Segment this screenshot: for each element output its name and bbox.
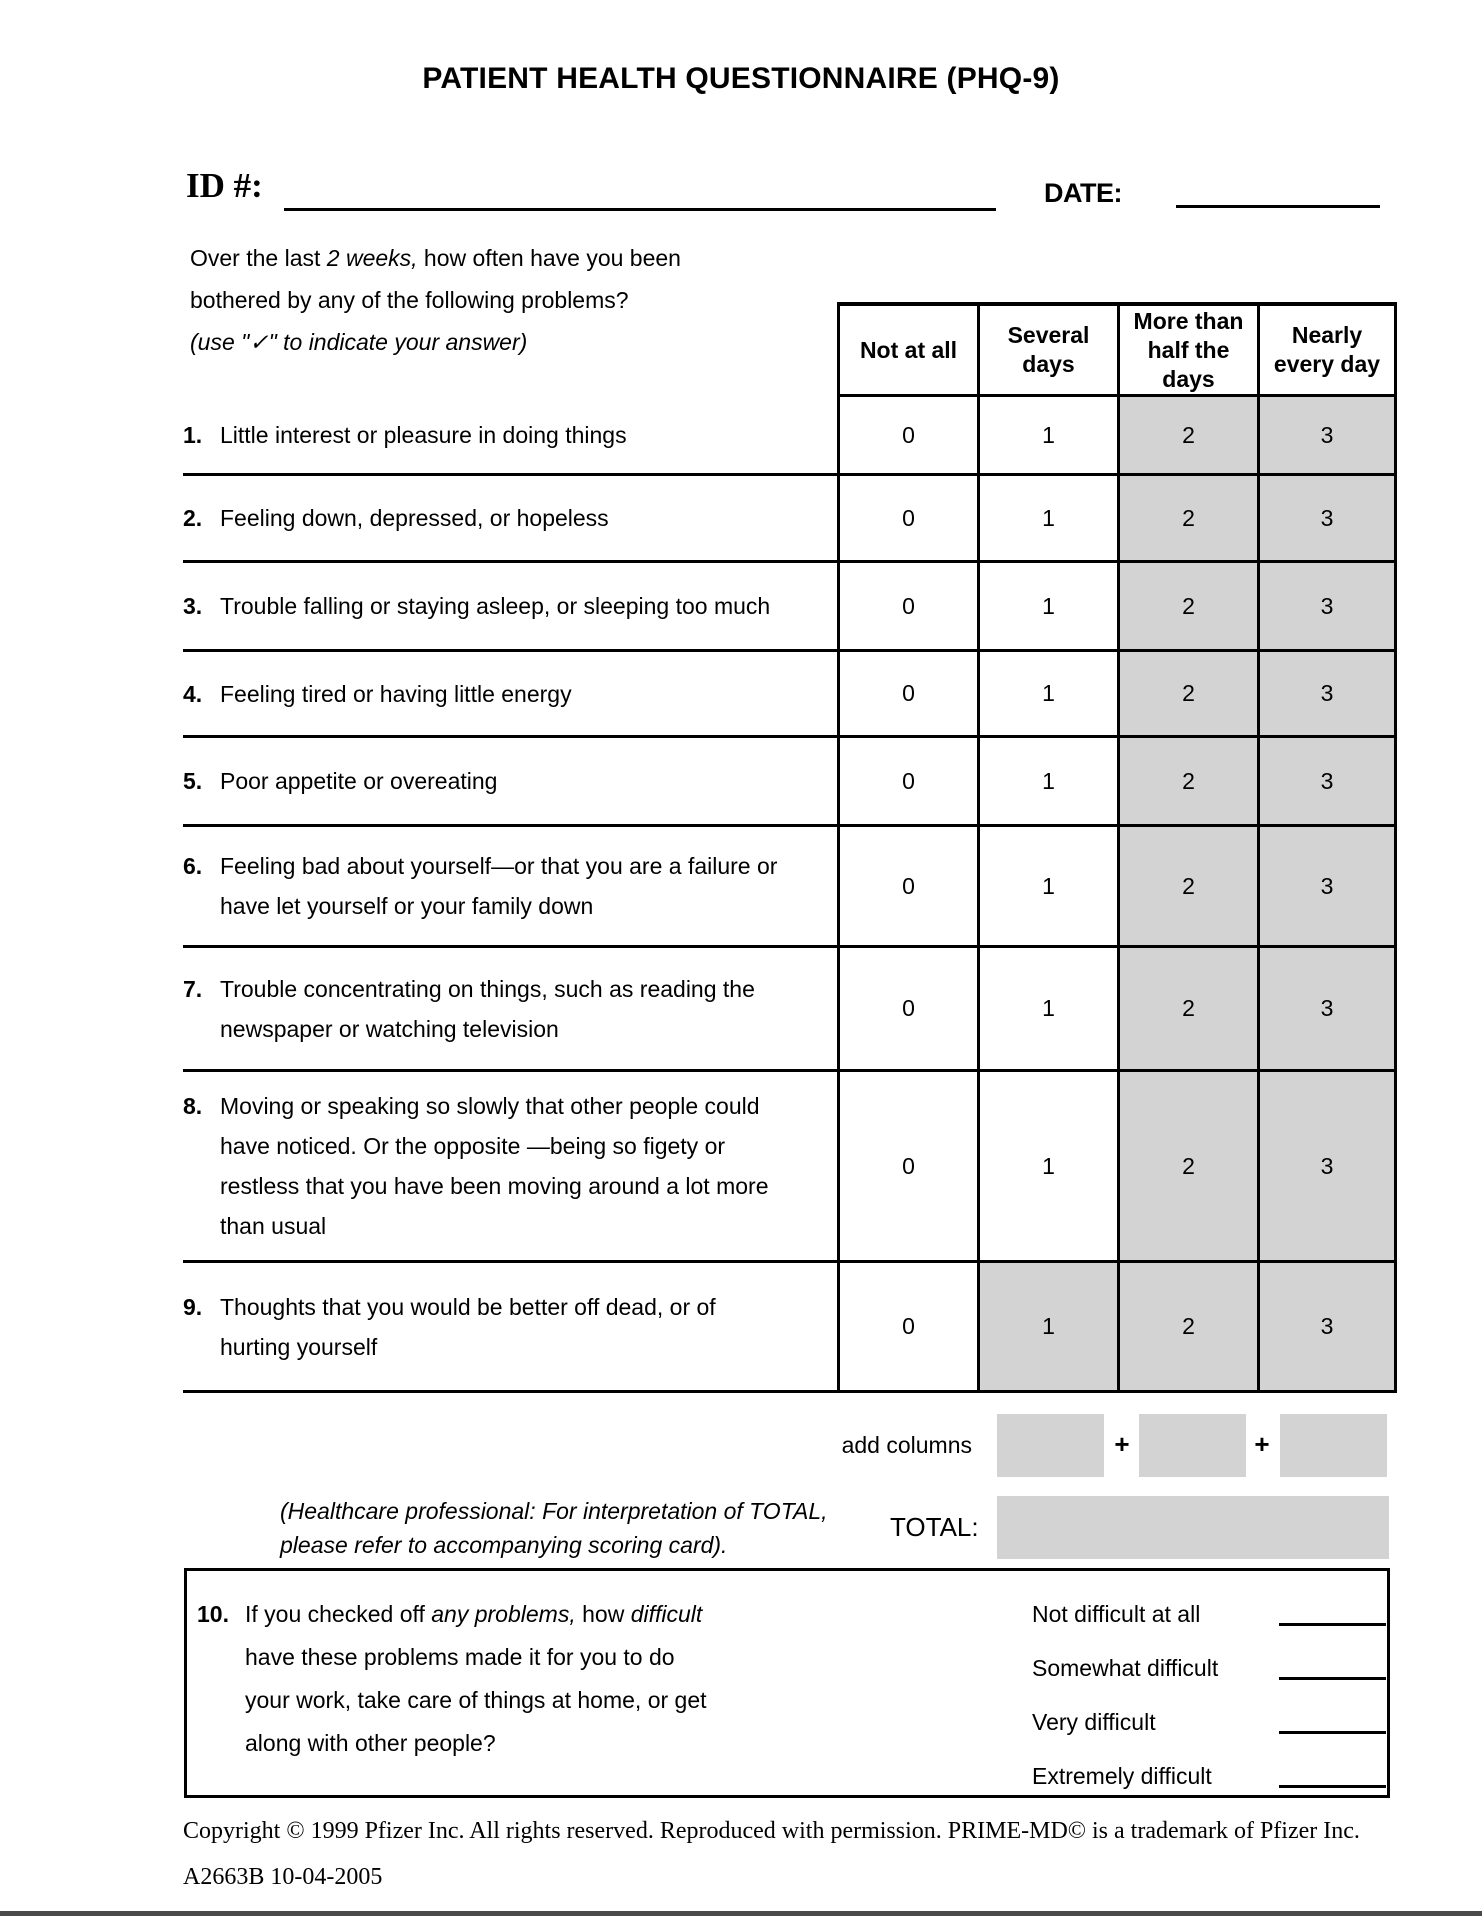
table-row-q1 [183, 397, 1397, 476]
answer-value: 0 [902, 592, 915, 619]
answer-value: 1 [1042, 1152, 1055, 1179]
question-cell [183, 1287, 837, 1367]
option-blank-line[interactable] [1279, 1765, 1386, 1788]
question-text: Feeling down, depressed, or hopeless [220, 505, 609, 531]
question10-box [184, 1568, 1390, 1798]
question10-line-1: If you checked off any problems, how difficult [245, 1601, 703, 1627]
answer-value: 3 [1320, 872, 1334, 899]
answer-value: 2 [1182, 504, 1195, 531]
answer-cell-not-at-all[interactable] [837, 652, 977, 735]
option-row [1032, 1587, 1386, 1641]
table-row-q4 [183, 652, 1397, 738]
question-number: 6. [183, 853, 203, 879]
answer-cell-nearly-every-day[interactable] [1257, 1072, 1397, 1260]
answer-cell-several-days[interactable] [977, 652, 1117, 735]
question-text: have noticed. Or the opposite —being so figety or [220, 1133, 726, 1159]
answer-cell-several-days[interactable] [977, 563, 1117, 649]
answer-value: 3 [1320, 1313, 1334, 1339]
answer-cell-several-days[interactable] [977, 1072, 1117, 1260]
question-text: newspaper or watching television [220, 1015, 559, 1042]
question-cell [183, 586, 837, 626]
answer-cell-several-days[interactable] [977, 738, 1117, 824]
intro-line-2: bothered by any of the following problems? [190, 287, 629, 313]
answer-cell-not-at-all[interactable] [837, 397, 977, 473]
answer-cell-nearly-every-day[interactable] [1257, 1263, 1397, 1390]
answer-value: 0 [902, 680, 915, 706]
question-number: 2. [183, 505, 203, 531]
answer-value: 2 [1182, 680, 1195, 706]
question-cell [183, 415, 837, 455]
answer-cell-more-than-half[interactable] [1117, 948, 1257, 1069]
question-text: than usual [220, 1213, 327, 1239]
plus-sign: + [1254, 1429, 1270, 1459]
question10-options [1032, 1587, 1386, 1803]
answer-value: 3 [1320, 421, 1334, 448]
add-columns-label: add columns [841, 1432, 972, 1458]
option-label: Very difficult [1032, 1708, 1156, 1735]
answer-cell-not-at-all[interactable] [837, 948, 977, 1069]
answer-value: 3 [1320, 504, 1334, 531]
answer-cell-nearly-every-day[interactable] [1257, 738, 1397, 824]
answer-value: 1 [1042, 872, 1055, 899]
total-label: TOTAL: [890, 1512, 979, 1542]
table-row-q7 [183, 948, 1397, 1072]
answer-value: 0 [902, 872, 915, 899]
footer-form-code: A2663B 10-04-2005 [183, 1864, 383, 1890]
answer-value: 3 [1320, 767, 1334, 794]
answer-value: 2 [1182, 872, 1195, 899]
question-text: Feeling bad about yourself—or that you are a failure or [220, 853, 778, 879]
answer-value: 0 [902, 767, 915, 794]
answer-cell-not-at-all[interactable] [837, 827, 977, 945]
question-text: Trouble falling or staying asleep, or sleeping too much [220, 593, 771, 619]
id-input-line[interactable] [284, 178, 996, 211]
question-number: 5. [183, 768, 203, 794]
page-title: PATIENT HEALTH QUESTIONNAIRE (PHQ-9) [422, 62, 1060, 95]
question-number: 4. [183, 680, 203, 707]
scoring-note [280, 1494, 828, 1562]
table-row-q5 [183, 738, 1397, 827]
answer-cell-nearly-every-day[interactable] [1257, 948, 1397, 1069]
table-row-q9 [183, 1263, 1397, 1393]
footer-copyright: Copyright © 1999 Pfizer Inc. All rights reserved. Reproduced with permission. PRIME-MD© is a trademark of Pfizer Inc. [183, 1818, 1360, 1844]
page-bottom-edge [0, 1911, 1482, 1916]
option-label: Extremely difficult [1032, 1762, 1212, 1789]
column-header-several-days: Several days [977, 302, 1117, 397]
option-row [1032, 1749, 1386, 1803]
option-label: Not difficult at all [1032, 1600, 1201, 1627]
question-cell [183, 761, 837, 801]
answer-value: 3 [1320, 1152, 1334, 1179]
answer-cell-more-than-half[interactable] [1117, 397, 1257, 473]
scoring-note-line-1: (Healthcare professional: For interpretation of TOTAL, [280, 1498, 828, 1524]
question10-line-3: your work, take care of things at home, or get [245, 1687, 707, 1713]
answer-value: 2 [1182, 421, 1195, 448]
answer-cell-more-than-half[interactable] [1117, 563, 1257, 649]
question-cell [183, 846, 837, 926]
option-blank-line[interactable] [1279, 1711, 1386, 1734]
answer-cell-not-at-all[interactable] [837, 1263, 977, 1390]
column-header-more-than-half: More than half the days [1117, 302, 1257, 397]
option-label: Somewhat difficult [1032, 1654, 1219, 1681]
score-box-more-than-half[interactable] [1139, 1414, 1246, 1477]
option-blank-line[interactable] [1279, 1657, 1386, 1680]
answer-cell-not-at-all[interactable] [837, 738, 977, 824]
answer-value: 1 [1042, 995, 1055, 1021]
date-input-line[interactable] [1176, 178, 1380, 208]
answer-cell-more-than-half[interactable] [1117, 827, 1257, 945]
answer-cell-several-days[interactable] [977, 948, 1117, 1069]
answer-value: 2 [1182, 592, 1195, 619]
answer-value: 2 [1182, 1313, 1195, 1339]
score-box-nearly-every-day[interactable] [1280, 1414, 1387, 1477]
answer-cell-nearly-every-day[interactable] [1257, 827, 1397, 945]
option-blank-line[interactable] [1279, 1603, 1386, 1626]
id-label: ID #: [186, 166, 263, 205]
answer-value: 2 [1182, 1152, 1195, 1179]
column-header-nearly-every-day: Nearly every day [1257, 302, 1397, 397]
answer-cell-several-days[interactable] [977, 397, 1117, 473]
questionnaire-table [183, 302, 1397, 1393]
answer-value: 1 [1042, 767, 1055, 794]
intro-line-3: (use "✓" to indicate your answer) [190, 329, 528, 355]
answer-value: 0 [902, 504, 915, 531]
option-row [1032, 1695, 1386, 1749]
question-text: Poor appetite or overeating [220, 768, 498, 794]
question-text: restless that you have been moving around a lot more [220, 1173, 769, 1199]
table-row-q6 [183, 827, 1397, 948]
answer-value: 0 [902, 421, 915, 448]
table-row-q8 [183, 1072, 1397, 1263]
answer-cell-several-days[interactable] [977, 827, 1117, 945]
answer-value: 3 [1320, 680, 1334, 706]
date-label: DATE: [1044, 178, 1122, 208]
answer-value: 0 [902, 1313, 915, 1339]
answer-value: 0 [902, 995, 915, 1021]
answer-cell-several-days[interactable] [977, 1263, 1117, 1390]
question-number: 7. [183, 975, 203, 1002]
question-cell [183, 674, 837, 714]
question-text: hurting yourself [220, 1333, 378, 1360]
question-cell [183, 969, 837, 1049]
question-text: Moving or speaking so slowly that other people could [220, 1093, 760, 1119]
intro-line-1: Over the last 2 weeks, how often have you been [190, 245, 681, 271]
answer-cell-more-than-half[interactable] [1117, 1263, 1257, 1390]
answer-value: 1 [1042, 1313, 1055, 1339]
table-row-q3 [183, 563, 1397, 652]
score-box-several-days[interactable] [997, 1414, 1104, 1477]
question-text: have let yourself or your family down [220, 893, 594, 919]
answer-cell-more-than-half[interactable] [1117, 1072, 1257, 1260]
option-row [1032, 1641, 1386, 1695]
plus-sign: + [1114, 1429, 1130, 1459]
question-cell [183, 1086, 837, 1246]
header-spacer [183, 302, 837, 397]
answer-cell-nearly-every-day[interactable] [1257, 652, 1397, 735]
question-number: 8. [183, 1093, 203, 1119]
answer-cell-more-than-half[interactable] [1117, 738, 1257, 824]
question-text: Trouble concentrating on things, such as reading the [220, 975, 755, 1002]
answer-value: 0 [902, 1152, 915, 1179]
total-score-box[interactable] [997, 1496, 1389, 1559]
question-cell [183, 498, 837, 538]
answer-value: 3 [1320, 592, 1334, 619]
question-text: Feeling tired or having little energy [220, 680, 572, 707]
question-number: 3. [183, 593, 203, 619]
answer-value: 1 [1042, 592, 1055, 619]
answer-value: 1 [1042, 421, 1055, 448]
table-row-q2 [183, 476, 1397, 563]
question10-text [197, 1593, 707, 1765]
answer-cell-nearly-every-day[interactable] [1257, 397, 1397, 473]
answer-value: 2 [1182, 995, 1195, 1021]
answer-cell-not-at-all[interactable] [837, 1072, 977, 1260]
question10-line-2: have these problems made it for you to do [245, 1644, 675, 1670]
answer-cell-nearly-every-day[interactable] [1257, 563, 1397, 649]
answer-cell-not-at-all[interactable] [837, 563, 977, 649]
answer-cell-more-than-half[interactable] [1117, 652, 1257, 735]
column-header-not-at-all: Not at all [837, 302, 977, 397]
question-text: Little interest or pleasure in doing things [220, 422, 627, 448]
question-text: Thoughts that you would be better off dead, or of [220, 1293, 716, 1320]
answer-cell-nearly-every-day[interactable] [1257, 476, 1397, 560]
answer-cell-several-days[interactable] [977, 476, 1117, 560]
answer-value: 1 [1042, 680, 1055, 706]
table-header-row [183, 302, 1397, 397]
answer-value: 2 [1182, 767, 1195, 794]
question-number: 10. [197, 1601, 229, 1627]
question-number: 9. [183, 1293, 203, 1320]
answer-value: 3 [1320, 995, 1334, 1021]
answer-cell-not-at-all[interactable] [837, 476, 977, 560]
question10-line-4: along with other people? [245, 1730, 496, 1756]
question-number: 1. [183, 422, 203, 448]
answer-cell-more-than-half[interactable] [1117, 476, 1257, 560]
scoring-note-line-2: please refer to accompanying scoring card). [280, 1532, 728, 1558]
answer-value: 1 [1042, 504, 1055, 531]
